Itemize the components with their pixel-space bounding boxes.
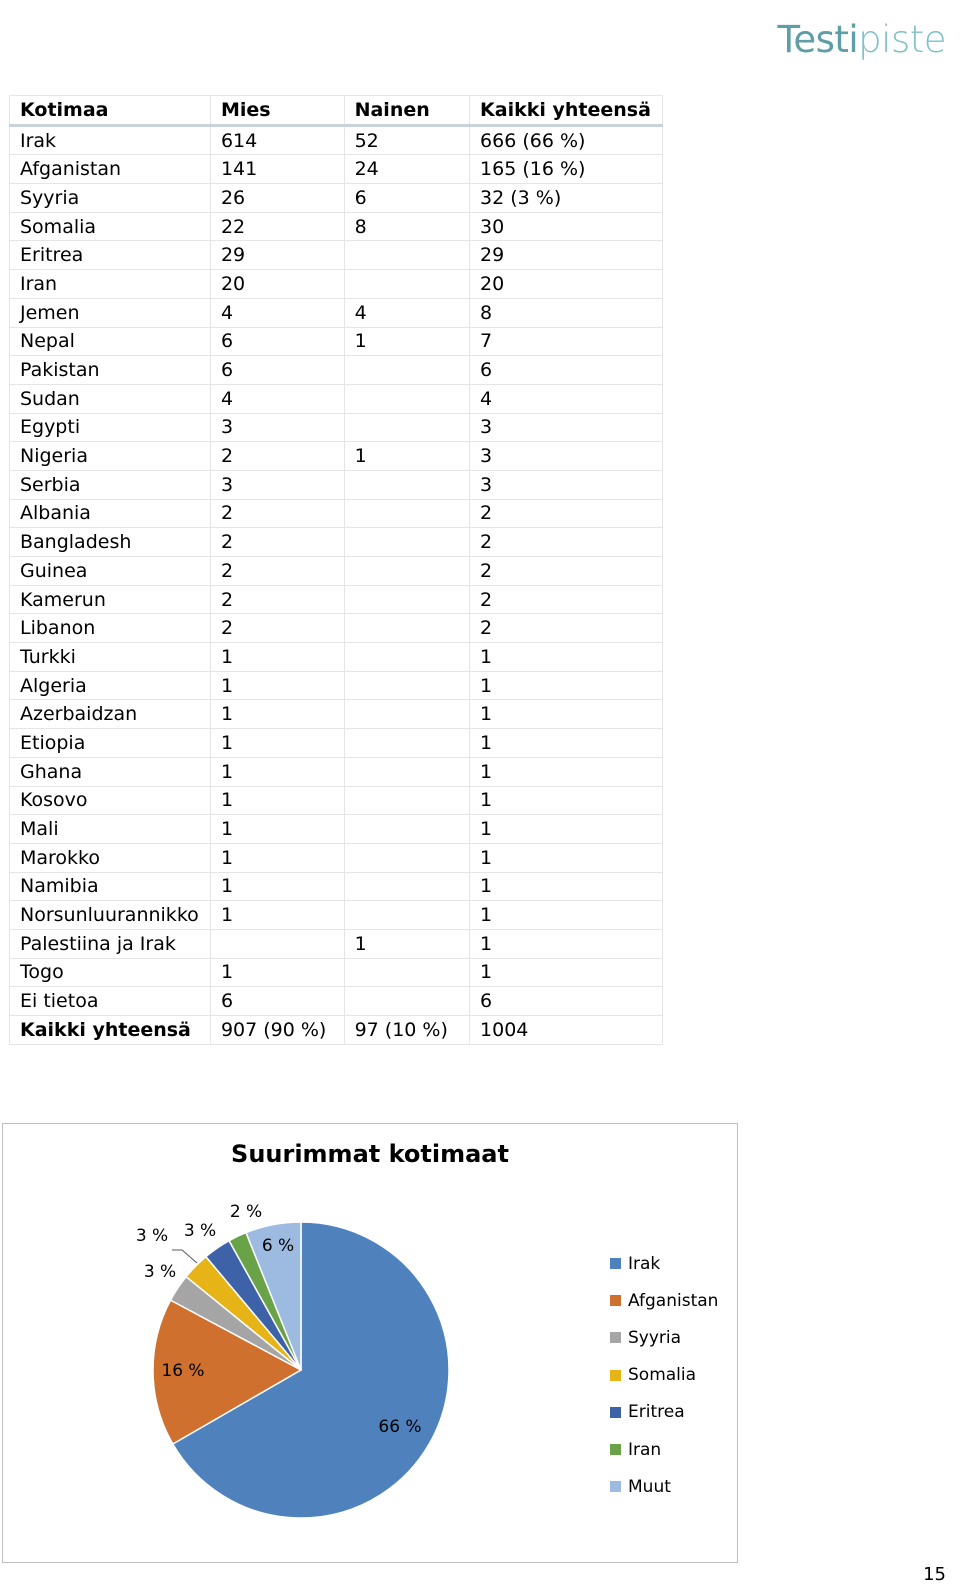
table-cell: 6 — [344, 184, 469, 213]
header-cell: Kotimaa — [10, 96, 211, 126]
table-cell: 52 — [344, 125, 469, 155]
table-cell: 1 — [344, 929, 469, 958]
table-cell: Algeria — [10, 671, 211, 700]
table-cell: Serbia — [10, 470, 211, 499]
legend-item — [610, 1282, 750, 1319]
table-cell: 30 — [470, 212, 663, 241]
table-cell: 20 — [470, 270, 663, 299]
table-cell: Norsunluurannikko — [10, 901, 211, 930]
table-cell: Bangladesh — [10, 528, 211, 557]
table-cell: 1 — [210, 671, 344, 700]
table-cell: 2 — [210, 585, 344, 614]
table-cell: Palestiina ja Irak — [10, 929, 211, 958]
table-cell: 141 — [210, 155, 344, 184]
legend-item — [610, 1394, 750, 1431]
table-cell: Mali — [10, 815, 211, 844]
table-cell: 3 — [470, 413, 663, 442]
table-cell: Turkki — [10, 643, 211, 672]
table-cell: 4 — [210, 384, 344, 413]
table-cell: 6 — [470, 987, 663, 1016]
table-cell: Sudan — [10, 384, 211, 413]
table-cell: 24 — [344, 155, 469, 184]
table-cell: Pakistan — [10, 356, 211, 385]
table-cell: Somalia — [10, 212, 211, 241]
data-label: 3 % — [135, 1226, 169, 1246]
legend-label: Afganistan — [628, 1290, 719, 1311]
table-cell: 666 (66 %) — [470, 125, 663, 155]
table-cell: 1 — [470, 872, 663, 901]
table-cell: 8 — [344, 212, 469, 241]
table-cell: 2 — [210, 557, 344, 586]
table-cell: 2 — [470, 528, 663, 557]
table-cell: Nigeria — [10, 442, 211, 471]
table-cell: 6 — [210, 356, 344, 385]
table-cell: 2 — [470, 585, 663, 614]
table-cell: 2 — [470, 614, 663, 643]
legend-item — [610, 1357, 750, 1394]
table-cell: 7 — [470, 327, 663, 356]
legend-swatch — [610, 1407, 621, 1418]
table-cell: 20 — [210, 270, 344, 299]
table-cell: Irak — [10, 125, 211, 155]
table-cell: 1 — [344, 327, 469, 356]
testipiste-logo: Testipiste — [777, 18, 946, 61]
data-label: 2 % — [229, 1202, 263, 1222]
table-cell: Kaikki yhteensä — [10, 1016, 211, 1045]
table-cell: Kamerun — [10, 585, 211, 614]
table-cell: 8 — [470, 298, 663, 327]
table-cell: 3 — [210, 470, 344, 499]
table-cell: 1 — [210, 872, 344, 901]
table-cell: 1 — [210, 958, 344, 987]
legend-swatch — [610, 1295, 621, 1306]
table-cell: 32 (3 %) — [470, 184, 663, 213]
table-cell: 614 — [210, 125, 344, 155]
table-cell: 1 — [470, 757, 663, 786]
table-cell: 1 — [470, 929, 663, 958]
table-cell: 1 — [344, 442, 469, 471]
table-cell: 3 — [470, 470, 663, 499]
table-cell: Afganistan — [10, 155, 211, 184]
header-cell: Kaikki yhteensä — [470, 96, 663, 126]
table-cell: 2 — [210, 528, 344, 557]
table-cell: 2 — [210, 499, 344, 528]
table-cell: 2 — [470, 557, 663, 586]
table-cell: 2 — [210, 614, 344, 643]
page-number: 15 — [923, 1564, 946, 1585]
table-cell: 6 — [210, 327, 344, 356]
data-label: 6 % — [261, 1236, 295, 1256]
table-cell: Egypti — [10, 413, 211, 442]
legend-swatch — [610, 1258, 621, 1269]
table-cell: 2 — [470, 499, 663, 528]
table-cell: 4 — [470, 384, 663, 413]
table-cell: Albania — [10, 499, 211, 528]
table-cell: 1 — [470, 958, 663, 987]
table-cell: 6 — [210, 987, 344, 1016]
table-cell: Namibia — [10, 872, 211, 901]
table-cell: Ei tietoa — [10, 987, 211, 1016]
legend-label: Iran — [628, 1439, 662, 1460]
table-cell: 1 — [470, 901, 663, 930]
table-cell: 1 — [210, 786, 344, 815]
legend-label: Syyria — [628, 1327, 682, 1348]
legend-label: Somalia — [628, 1365, 697, 1386]
table-cell: 4 — [344, 298, 469, 327]
header-cell: Mies — [210, 96, 344, 126]
table-cell: 1 — [470, 786, 663, 815]
table-cell: 1004 — [470, 1016, 663, 1045]
table-cell: 97 (10 %) — [344, 1016, 469, 1045]
table-cell: 1 — [210, 729, 344, 758]
legend-item — [610, 1468, 750, 1505]
table-cell: 907 (90 %) — [210, 1016, 344, 1045]
table-cell: Ghana — [10, 757, 211, 786]
chart-legend — [610, 1245, 750, 1505]
table-cell: 6 — [470, 356, 663, 385]
chart-title: Suurimmat kotimaat — [231, 1140, 509, 1168]
table-cell: 1 — [470, 671, 663, 700]
table-cell: 1 — [210, 901, 344, 930]
table-cell: 1 — [210, 700, 344, 729]
legend-swatch — [610, 1444, 621, 1455]
data-label: 66 % — [378, 1417, 422, 1437]
table-cell: 3 — [210, 413, 344, 442]
table-cell: 1 — [210, 643, 344, 672]
table-cell: Togo — [10, 958, 211, 987]
legend-swatch — [610, 1481, 621, 1492]
legend-item — [610, 1431, 750, 1468]
header-cell: Nainen — [344, 96, 469, 126]
table-cell: Azerbaidzan — [10, 700, 211, 729]
table-cell: Guinea — [10, 557, 211, 586]
table-cell: 29 — [210, 241, 344, 270]
table-cell: 26 — [210, 184, 344, 213]
table-cell: 1 — [470, 843, 663, 872]
table-cell: Nepal — [10, 327, 211, 356]
table-cell: Syyria — [10, 184, 211, 213]
legend-swatch — [610, 1332, 621, 1343]
legend-label: Irak — [628, 1253, 661, 1274]
table-cell: 22 — [210, 212, 344, 241]
data-label: 16 % — [161, 1361, 205, 1381]
table-cell: 1 — [210, 757, 344, 786]
table-cell: 1 — [210, 843, 344, 872]
table-cell: 3 — [470, 442, 663, 471]
table-cell: 1 — [470, 643, 663, 672]
table-cell: 2 — [210, 442, 344, 471]
data-label: 3 % — [183, 1221, 217, 1241]
table-cell: Kosovo — [10, 786, 211, 815]
legend-label: Eritrea — [628, 1402, 685, 1423]
legend-item — [610, 1245, 750, 1282]
table-cell: Etiopia — [10, 729, 211, 758]
data-label: 3 % — [143, 1262, 177, 1282]
table-cell: 1 — [470, 729, 663, 758]
table-cell: Marokko — [10, 843, 211, 872]
table-cell: 165 (16 %) — [470, 155, 663, 184]
legend-label: Muut — [628, 1476, 671, 1497]
table-cell: Iran — [10, 270, 211, 299]
table-cell: Libanon — [10, 614, 211, 643]
table-cell: Jemen — [10, 298, 211, 327]
table-cell: Eritrea — [10, 241, 211, 270]
legend-swatch — [610, 1370, 621, 1381]
table-cell: 29 — [470, 241, 663, 270]
table-cell: 1 — [470, 815, 663, 844]
table-cell: 1 — [470, 700, 663, 729]
legend-item — [610, 1319, 750, 1356]
table-cell: 4 — [210, 298, 344, 327]
table-cell: 1 — [210, 815, 344, 844]
